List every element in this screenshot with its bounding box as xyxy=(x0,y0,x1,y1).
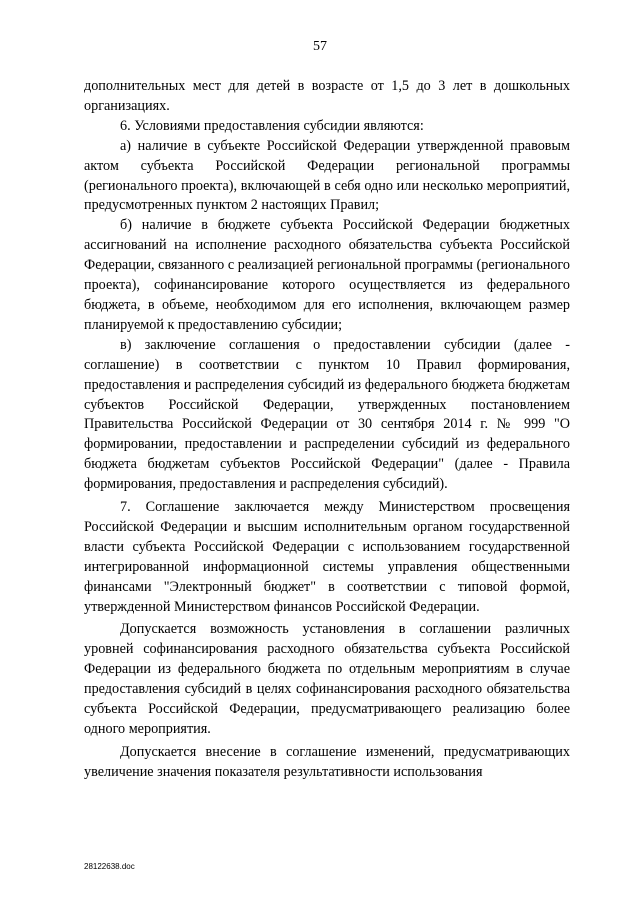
file-name-footer: 28122638.doc xyxy=(84,862,135,871)
paragraph-section-6-heading: 6. Условиями предоставления субсидии являются: xyxy=(120,117,424,134)
paragraph-cofinancing-levels: Допускается возможность установления в соглашении различных уровней софинансирования расходного обязательства субъекта Российской Федерации из федерального бюджета по отдельным мероприятиям в случае предоставления субсидий в целях софинансирования расходного обязательства субъекта Российской Федерации, предусматривающего реализацию более одного мероприятия. xyxy=(84,621,570,737)
paragraph-item-v: в) заключение соглашения о предоставлении субсидии (далее - соглашение) в соответствии с пунктом 10 Правил формирования, предоставления и распределения субсидий из федерального бюджета бюджетам субъектов Российской Федерации, утвержденных постановлением Правительства Российской Федерации от 30 сентября 2014 г. № 999 "О формировании, предоставлении и распределении субсидий из федерального бюджета бюджетам субъектов Российской Федерации" (далее - Правила формирования, предоставления и распределения субсидий). xyxy=(84,336,570,493)
paragraph-continuation: дополнительных мест для детей в возрасте от 1,5 до 3 лет в дошкольных организациях. xyxy=(84,78,570,114)
document-body xyxy=(84,77,570,783)
paragraph-section-7: 7. Соглашение заключается между Министерством просвещения Российской Федерации и высшим исполнительным органом государственной власти субъекта Российской Федерации с использованием государственной интегрированной информационной системы управления общественными финансами "Электронный бюджет" в соответствии с типовой формой, утвержденной Министерством финансов Российской Федерации. xyxy=(84,499,570,615)
paragraph-item-b: б) наличие в бюджете субъекта Российской Федерации бюджетных ассигнований на исполнение расходного обязательства субъекта Российской Федерации, связанного с реализацией региональной программы (регионального проекта), софинансирование которого осуществляется из федерального бюджета, в объеме, необходимом для его исполнения, включающем размер планируемой к предоставлению субсидии; xyxy=(84,217,570,333)
page-number: 57 xyxy=(313,39,327,54)
paragraph-item-a: а) наличие в субъекте Российской Федерации утвержденной правовым актом субъекта Российской Федерации региональной программы (регионального проекта), включающей в себя одно или несколько мероприятий, предусмотренных пунктом 2 настоящих Правил; xyxy=(84,137,570,214)
paragraph-amendments: Допускается внесение в соглашение изменений, предусматривающих увеличение значения показателя результативности использования xyxy=(84,743,570,780)
